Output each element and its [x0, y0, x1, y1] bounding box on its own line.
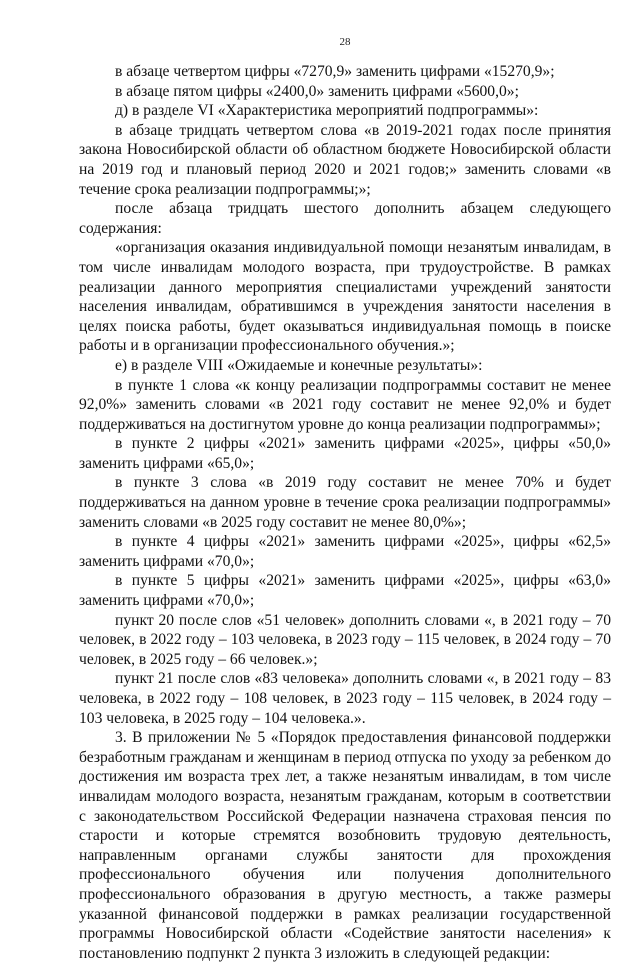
paragraph: пункт 20 после слов «51 человек» дополнить словами «, в 2021 году – 70 человек, в 2022 году – 103 человека, в 2023 году – 115 человек, в 2024 году – 70 человек, в 2025 году – 66 человек.»;	[79, 611, 611, 668]
paragraph: в пункте 5 цифры «2021» заменить цифрами «2025», цифры «63,0» заменить цифрами «70,0»;	[79, 572, 611, 610]
document-body	[79, 62, 611, 963]
paragraph: в абзаце тридцать четвертом слова «в 2019-2021 годах после принятия закона Новосибирской области об областном бюджете Новосибирской области на 2019 год и плановый период 2020 и 2021 годов;» заменить словами «в течение срока реализации подпрограммы;»;	[79, 121, 611, 198]
paragraph: «организация оказания индивидуальной помощи незанятым инвалидам, в том числе инвалидам молодого возраста, при трудоустройстве. В рамках реализации данного мероприятия специалистами учреждений занятости населения инвалидам, обратившимся в учреждения занятости населения в целях поиска работы, будет оказываться индивидуальная помощь в поиске работы и в организации профессионального обучения.»;	[79, 239, 611, 355]
paragraph: пункт 21 после слов «83 человека» дополнить словами «, в 2021 году – 83 человека, в 2022 году – 108 человек, в 2023 году – 115 человек, в 2024 году – 103 человека, в 2025 году – 104 человека.».	[79, 670, 611, 727]
page-number: 28	[339, 36, 351, 48]
paragraph: в абзаце четвертом цифры «7270,9» заменить цифрами «15270,9»;	[115, 63, 555, 80]
paragraph: после абзаца тридцать шестого дополнить абзацем следующего содержания:	[79, 200, 611, 237]
paragraph: е) в разделе VIII «Ожидаемые и конечные результаты»:	[115, 356, 483, 374]
paragraph: в абзаце пятом цифры «2400,0» заменить цифрами «5600,0»;	[115, 82, 519, 100]
paragraph: в пункте 4 цифры «2021» заменить цифрами «2025», цифры «62,5» заменить цифрами «70,0»;	[79, 533, 611, 570]
paragraph: 3. В приложении № 5 «Порядок предоставления финансовой поддержки безработным гражданам и женщинам в период отпуска по уходу за ребенком до достижения им возраста трех лет, а также незанятым инвалидам, в том числе инвалидам молодого возраста, незанятым гражданам, которым в соответствии с законодательством Российской Федерации назначена страховая пенсия по старости и которые стремятся возобновить трудовую деятельность, направленным органами службы занятости для прохождения профессионального обучения или получения дополнительного профессионального образования в другую местность, а также размеры указанной финансовой поддержки в рамках реализации государственной программы Новосибирской области «Содействие занятости населения» к постановлению подпункт 2 пункта 3 изложить в следующей редакции:	[79, 729, 611, 962]
paragraph: в пункте 2 цифры «2021» заменить цифрами «2025», цифры «50,0» заменить цифрами «65,0»;	[79, 435, 611, 472]
paragraph: в пункте 1 слова «к концу реализации подпрограммы составит не менее 92,0%» заменить словами «в 2021 году составит не менее 92,0% и будет поддерживаться на достигнутом уровне до конца реализации подпрограммы»;	[79, 376, 611, 433]
paragraph: в пункте 3 слова «в 2019 году составит не менее 70% и будет поддерживаться на данном уровне в течение срока реализации подпрограммы» заменить словами «в 2025 году составит не менее 80,0%»;	[79, 474, 611, 531]
paragraph: д) в разделе VI «Характеристика мероприятий подпрограммы»:	[115, 102, 539, 120]
